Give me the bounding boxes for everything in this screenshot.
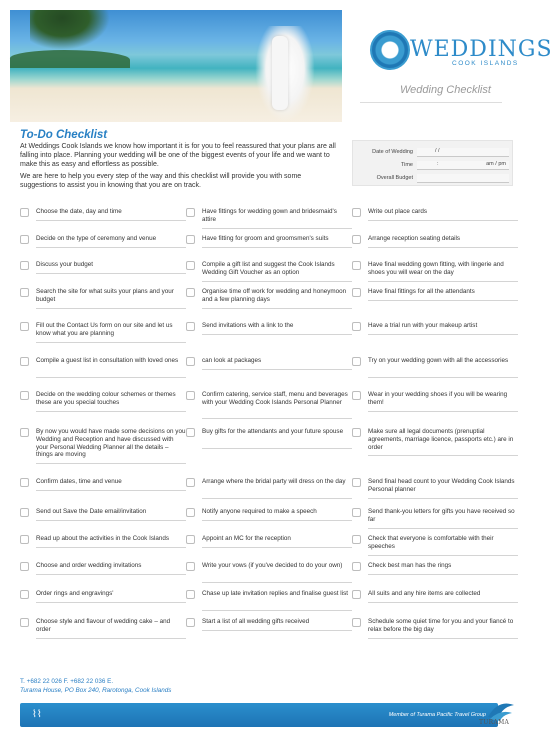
checklist-item-label: Have fitting for groom and groomsmen's suits bbox=[202, 235, 329, 242]
checklist-item-label: Start a list of all wedding gifts received bbox=[202, 618, 310, 625]
hero-photo bbox=[10, 10, 342, 122]
checklist-item-label: Make sure all legal documents (prenuptial agreements, marriage licence, passports etc.) are in order bbox=[368, 428, 514, 451]
checklist-item-label: Order rings and engravings' bbox=[36, 590, 114, 597]
item-divider bbox=[36, 220, 186, 221]
item-divider bbox=[368, 528, 518, 529]
checklist-item-label: Arrange reception seating details bbox=[368, 235, 461, 242]
intro-paragraph-1: At Weddings Cook Islands we know how important it is for you to feel reassured that your plans are all falling into place. Planning your wedding will be one of the biggest events of your life and we want to make this as easy and effortless as possible. bbox=[20, 143, 336, 168]
checkbox[interactable] bbox=[186, 261, 195, 270]
item-divider bbox=[368, 334, 518, 335]
checkbox[interactable] bbox=[186, 508, 195, 517]
checkbox[interactable] bbox=[186, 618, 195, 627]
budget-label: Overall Budget bbox=[376, 175, 413, 181]
wedding-details-form bbox=[352, 140, 513, 186]
checklist-item-label: Organise time off work for wedding and honeymoon and a few planning days bbox=[202, 288, 347, 303]
checklist-item-label: Confirm dates, time and venue bbox=[36, 478, 122, 485]
checklist-item-label: can look at packages bbox=[202, 357, 262, 364]
item-divider bbox=[368, 455, 518, 456]
item-divider bbox=[36, 342, 186, 343]
checkbox[interactable] bbox=[352, 590, 361, 599]
budget-field[interactable] bbox=[417, 174, 509, 183]
checkbox[interactable] bbox=[20, 235, 29, 244]
checklist-item-label: Confirm catering, service staff, menu and beverages with your Wedding Cook Islands Personal Planner bbox=[202, 391, 348, 406]
weddings-logo-icon bbox=[370, 30, 410, 70]
birds-icon: ⌇⌇ bbox=[32, 709, 42, 720]
checklist-item-label: Read up about the activities in the Cook Islands bbox=[36, 535, 170, 542]
item-divider bbox=[368, 220, 518, 221]
time-field[interactable] bbox=[417, 161, 509, 170]
checkbox[interactable] bbox=[352, 235, 361, 244]
item-divider bbox=[202, 498, 352, 499]
checkbox[interactable] bbox=[352, 618, 361, 627]
item-divider bbox=[36, 602, 186, 603]
checklist-item-label: Try on your wedding gown with all the accessories bbox=[368, 357, 509, 364]
item-divider bbox=[202, 418, 352, 419]
item-divider bbox=[36, 308, 186, 309]
checklist-item-label: Schedule some quiet time for you and your fiancé to relax before the big day bbox=[368, 618, 514, 633]
checkbox[interactable] bbox=[20, 428, 29, 437]
checklist-item-label: Appoint an MC for the reception bbox=[202, 535, 291, 542]
checklist-item-label: Choose the date, day and time bbox=[36, 208, 122, 215]
checkbox[interactable] bbox=[352, 535, 361, 544]
checklist-item-label: Send final head count to your Wedding Cook Islands Personal planner bbox=[368, 478, 515, 493]
checklist-item-label: Send thank-you letters for gifts you have received so far bbox=[368, 508, 515, 523]
item-divider bbox=[202, 582, 352, 583]
date-value: / / bbox=[435, 148, 440, 154]
checklist-item-label: Wear in your wedding shoes if you will be wearing them! bbox=[368, 391, 508, 406]
member-text: Member of Turama Pacific Travel Group bbox=[388, 712, 486, 718]
island-shape bbox=[10, 50, 130, 68]
item-divider bbox=[36, 247, 186, 248]
item-divider bbox=[36, 547, 186, 548]
checkbox[interactable] bbox=[352, 357, 361, 366]
item-divider bbox=[36, 273, 186, 274]
checkbox[interactable] bbox=[20, 357, 29, 366]
checklist-item-label: Choose style and flavour of wedding cake – and order bbox=[36, 618, 171, 633]
item-divider bbox=[36, 377, 186, 378]
checkbox[interactable] bbox=[20, 562, 29, 571]
item-divider bbox=[368, 638, 518, 639]
item-divider bbox=[202, 547, 352, 548]
turama-name: TURAMA bbox=[479, 719, 510, 726]
checklist-item-label: Compile a gift list and suggest the Cook Islands Wedding Gift Voucher as an option bbox=[202, 261, 335, 276]
item-divider bbox=[202, 334, 352, 335]
checklist-item-label: Have final fittings for all the attendants bbox=[368, 288, 475, 295]
checkbox[interactable] bbox=[186, 478, 195, 487]
checkbox[interactable] bbox=[352, 508, 361, 517]
checklist-item-label: Notify anyone required to make a speech bbox=[202, 508, 317, 515]
item-divider bbox=[368, 377, 518, 378]
checkbox[interactable] bbox=[186, 391, 195, 400]
item-divider bbox=[368, 281, 518, 282]
checklist-item-label: Choose and order wedding invitations bbox=[36, 562, 142, 569]
item-divider bbox=[36, 638, 186, 639]
checkbox[interactable] bbox=[20, 478, 29, 487]
intro-paragraph-2: We are here to help you every step of the way and this checklist will provide you with some suggestions to assist you in knowing that you are on track. bbox=[20, 173, 302, 189]
item-divider bbox=[202, 610, 352, 611]
date-field[interactable] bbox=[417, 148, 509, 157]
contact-phone-line: T. +682 22 026 F. +682 22 036 E. bbox=[20, 678, 114, 685]
checkbox[interactable] bbox=[186, 428, 195, 437]
item-divider bbox=[202, 228, 352, 229]
checklist-item-label: Decide on the wedding colour schemes or themes these are you special touches bbox=[36, 391, 176, 406]
item-divider bbox=[368, 300, 518, 301]
checkbox[interactable] bbox=[186, 235, 195, 244]
checklist-item-label: Chase up late invitation replies and finalise guest list bbox=[202, 590, 348, 597]
checkbox[interactable] bbox=[20, 391, 29, 400]
document-title: Wedding Checklist bbox=[400, 84, 491, 96]
palm-foliage bbox=[30, 10, 110, 50]
checklist-item-label: Have fittings for wedding gown and bridesmaid's attire bbox=[202, 208, 337, 223]
item-divider bbox=[202, 247, 352, 248]
item-divider bbox=[368, 498, 518, 499]
time-label: Time bbox=[400, 162, 413, 168]
checkbox[interactable] bbox=[20, 322, 29, 331]
checkbox[interactable] bbox=[186, 288, 195, 297]
checkbox[interactable] bbox=[352, 428, 361, 437]
item-divider bbox=[368, 574, 518, 575]
brand-name: WEDDINGS bbox=[410, 37, 553, 62]
checkbox[interactable] bbox=[20, 288, 29, 297]
item-divider bbox=[202, 630, 352, 631]
checklist-item-label: By now you would have made some decisions on you Wedding and Reception and have discussed with your Personal Wedding Planner all the details – things are moving bbox=[36, 428, 186, 459]
checkbox[interactable] bbox=[20, 508, 29, 517]
checklist-item-label: Search the site for what suits your plans and your budget bbox=[36, 288, 174, 303]
title-divider bbox=[360, 102, 502, 103]
item-divider bbox=[202, 369, 352, 370]
item-divider bbox=[202, 520, 352, 521]
checkbox[interactable] bbox=[352, 261, 361, 270]
checkbox[interactable] bbox=[186, 322, 195, 331]
checklist-item-label: Check that everyone is comfortable with their speeches bbox=[368, 535, 494, 550]
checkbox[interactable] bbox=[352, 562, 361, 571]
checklist-item-label: Send out Save the Date email/invitation bbox=[36, 508, 147, 515]
footer-bar bbox=[20, 703, 498, 727]
checklist-item-label: Have final wedding gown fitting, with lingerie and shoes you will wear on the day bbox=[368, 261, 504, 276]
item-divider bbox=[368, 555, 518, 556]
checkbox[interactable] bbox=[20, 618, 29, 627]
checkbox[interactable] bbox=[20, 535, 29, 544]
ampm-value: am / pm bbox=[486, 161, 506, 167]
checkbox[interactable] bbox=[20, 261, 29, 270]
item-divider bbox=[202, 448, 352, 449]
checkbox[interactable] bbox=[186, 562, 195, 571]
item-divider bbox=[36, 463, 186, 464]
checkbox[interactable] bbox=[352, 208, 361, 217]
checklist-item-label: Send invitations with a link to the bbox=[202, 322, 294, 329]
checkbox[interactable] bbox=[352, 288, 361, 297]
checkbox[interactable] bbox=[186, 590, 195, 599]
item-divider bbox=[368, 247, 518, 248]
groom-figure bbox=[272, 36, 288, 110]
checkbox[interactable] bbox=[20, 590, 29, 599]
checkbox[interactable] bbox=[186, 208, 195, 217]
checklist-item-label: Buy gifts for the attendants and your future spouse bbox=[202, 428, 344, 435]
item-divider bbox=[202, 281, 352, 282]
checklist-item-label: Arrange where the bridal party will dress on the day bbox=[202, 478, 346, 485]
date-label: Date of Wedding bbox=[372, 149, 413, 155]
item-divider bbox=[36, 411, 186, 412]
brand-subtitle: COOK ISLANDS bbox=[452, 60, 519, 67]
checklist-item-label: Have a trial run with your makeup artist bbox=[368, 322, 478, 329]
time-colon: : bbox=[437, 161, 439, 167]
checklist-item-label: Write your vows (if you've decided to do your own) bbox=[202, 562, 343, 569]
item-divider bbox=[368, 411, 518, 412]
checkbox[interactable] bbox=[20, 208, 29, 217]
checkbox[interactable] bbox=[352, 478, 361, 487]
checklist-item-label: Write out place cards bbox=[368, 208, 428, 215]
checklist-item-label: Decide on the type of ceremony and venue bbox=[36, 235, 157, 242]
checklist-item-label: Compile a guest list in consultation with loved ones bbox=[36, 357, 179, 364]
checkbox[interactable] bbox=[186, 535, 195, 544]
checklist-item-label: Discuss your budget bbox=[36, 261, 94, 268]
checkbox[interactable] bbox=[352, 391, 361, 400]
checkbox[interactable] bbox=[352, 322, 361, 331]
contact-address: Turama House, PO Box 240, Rarotonga, Cook Islands bbox=[20, 687, 172, 694]
checklist-item-label: Check best man has the rings bbox=[368, 562, 452, 569]
checklist-item-label: All suits and any hire items are collected bbox=[368, 590, 481, 597]
checkbox[interactable] bbox=[186, 357, 195, 366]
checklist-item-label: Fill out the Contact Us form on our site and let us know what you are planning bbox=[36, 322, 173, 337]
item-divider bbox=[368, 602, 518, 603]
item-divider bbox=[36, 574, 186, 575]
section-title: To-Do Checklist bbox=[20, 129, 108, 141]
item-divider bbox=[36, 490, 186, 491]
item-divider bbox=[36, 520, 186, 521]
item-divider bbox=[202, 308, 352, 309]
